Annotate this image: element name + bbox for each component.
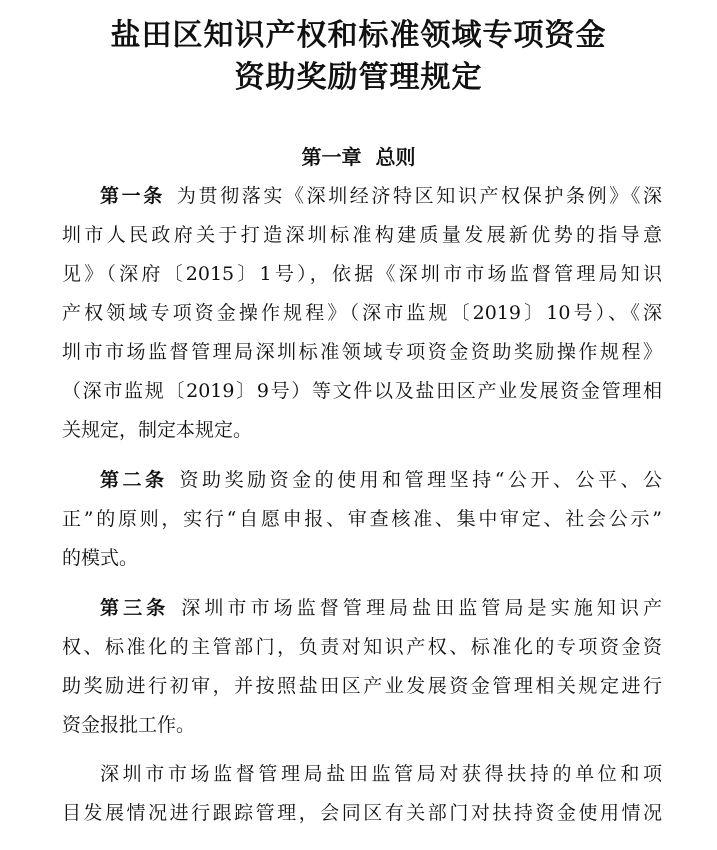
article-3-line-1	[100, 594, 662, 622]
article-2-label: 第二条	[100, 469, 168, 491]
article-3-line-4: 资金报批工作。	[62, 714, 196, 736]
article-3-line-3: 助奖励进行初审，并按照盐田区产业发展资金管理相关规定进行	[62, 675, 662, 697]
article-1-line-7: 关规定，制定本规定。	[62, 419, 253, 441]
article-1-text-1: 为贯彻落实《深圳经济特区知识产权保护条例》《深	[176, 185, 662, 207]
article-3-label: 第三条	[100, 597, 170, 619]
article-2-line-2: 正”的原则，实行“自愿申报、审查核准、集中审定、社会公示”	[62, 508, 662, 530]
paragraph-4-line-2: 目发展情况进行跟踪管理，会同区有关部门对扶持资金使用情况	[62, 802, 662, 824]
paragraph-4-line-1: 深圳市市场监督管理局盐田监管局对获得扶持的单位和项	[100, 763, 662, 785]
chapter-name: 总则	[375, 145, 416, 169]
article-2-line-1	[100, 466, 662, 494]
article-1-line-1	[100, 182, 662, 210]
document-title-line-2: 资助奖励管理规定	[234, 60, 483, 95]
article-1-line-4: 产权领域专项资金操作规程》（深市监规〔2019〕10号）、《深	[62, 302, 662, 324]
article-3-line-2: 权、标准化的主管部门，负责对知识产权、标准化的专项资金资	[62, 636, 662, 658]
article-1-line-2: 圳市人民政府关于打造深圳标准构建质量发展新优势的指导意	[62, 224, 662, 246]
article-1-line-6: （深市监规〔2019〕9号）等文件以及盐田区产业发展资金管理相	[62, 380, 662, 402]
article-1-label: 第一条	[100, 185, 165, 207]
article-1-line-5: 圳市市场监督管理局深圳标准领域专项资金资助奖励操作规程》	[62, 341, 662, 363]
article-1-line-3: 见》（深府〔2015〕1号），依据《深圳市市场监督管理局知识	[62, 263, 662, 285]
article-3-text-1: 深圳市市场监督管理局盐田监管局是实施知识产	[181, 597, 662, 619]
document-title-line-1: 盐田区知识产权和标准领域专项资金	[110, 18, 607, 53]
chapter-number: 第一章	[301, 145, 362, 169]
chapter-heading	[0, 143, 717, 171]
article-2-line-3: 的模式。	[62, 547, 139, 569]
article-2-text-1: 资助奖励资金的使用和管理坚持“公开、公平、公	[179, 469, 662, 491]
